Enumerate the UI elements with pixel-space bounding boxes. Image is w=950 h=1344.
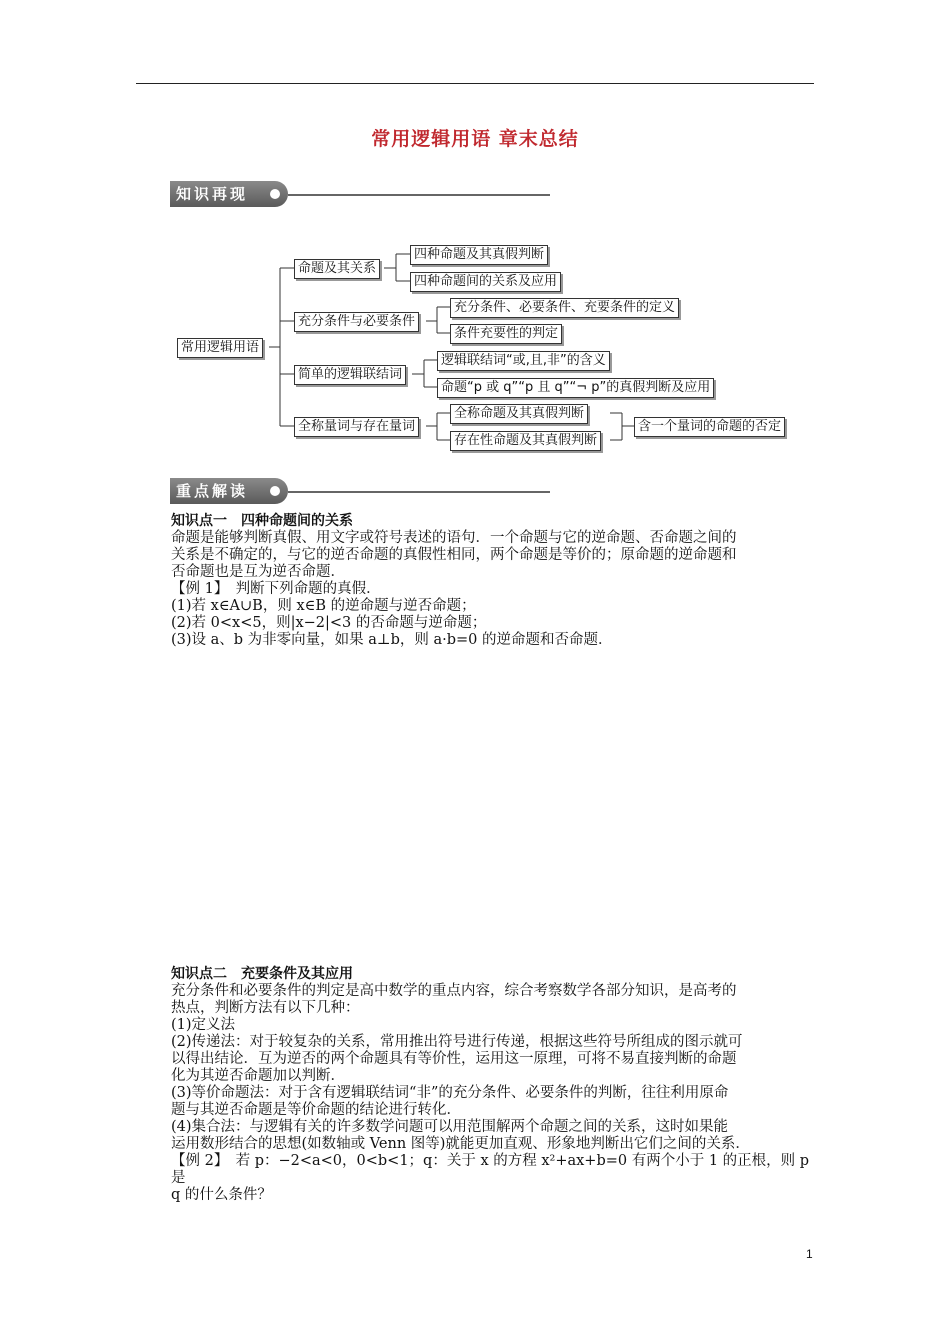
question-line: (3)设 a、b 为非零向量，如果 a⊥b，则 a·b=0 的逆命题和否命题． (171, 632, 613, 648)
paragraph-line: 关系是不确定的，与它的逆否命题的真假性相同，两个命题是等价的；原命题的逆命题和 (171, 547, 737, 563)
example-2-line: q 的什么条件？ (171, 1187, 272, 1203)
mindmap-branch-conditions: 充分条件与必要条件 (294, 312, 419, 332)
paragraph-line: 否命题也是互为逆否命题． (171, 564, 345, 580)
paragraph-line: 以得出结论．互为逆否的两个命题具有等价性，运用这一原理，可将不易直接判断的命题 (171, 1051, 737, 1067)
kp1-heading: 知识点一 四种命题间的关系 (171, 513, 353, 529)
example-2-line: 【例 2】 若 p：−2<a<0，0<b<1；q：关于 x 的方程 x²+ax+b=0 有两个小于 1 的正根，则 p 是 (171, 1153, 810, 1186)
mindmap-leaf: 四种命题间的关系及应用 (410, 272, 561, 292)
mindmap-leaf: 逻辑联结词“或,且,非”的含义 (437, 351, 610, 371)
section-rule (288, 491, 550, 493)
mindmap-branch-propositions: 命题及其关系 (294, 259, 380, 279)
paragraph-line: 热点，判断方法有以下几种： (171, 1000, 360, 1016)
mindmap-leaf: 存在性命题及其真假判断 (450, 431, 601, 451)
bullet-dot-icon (270, 486, 280, 496)
section-label: 知识再现 (170, 181, 288, 207)
mindmap-leaf: 条件充要性的判定 (450, 324, 562, 344)
section-header-key (170, 478, 550, 504)
mindmap-leaf: 四种命题及其真假判断 (410, 245, 548, 265)
question-line: (1)若 x∈A∪B，则 x∈B 的逆命题与逆否命题； (171, 598, 476, 614)
paragraph-line: (2)传递法：对于较复杂的关系，常用推出符号进行传递，根据这些符号所组成的图示就可 (171, 1034, 743, 1050)
page-number: 1 (806, 1247, 813, 1261)
paragraph-line: 题与其逆否命题是等价命题的结论进行转化． (171, 1102, 461, 1118)
section-label: 重点解读 (170, 478, 288, 504)
page-title: 常用逻辑用语 章末总结 (371, 128, 579, 150)
paragraph-line: 命题是能够判断真假、用文字或符号表述的语句．一个命题与它的逆命题、否命题之间的 (171, 530, 737, 546)
knowledge-point-2 (171, 966, 821, 1204)
knowledge-point-1 (171, 513, 821, 649)
paragraph-line: (4)集合法：与逻辑有关的许多数学问题可以用范围解两个命题之间的关系，这时如果能 (171, 1119, 729, 1135)
mindmap-root: 常用逻辑用语 (177, 338, 263, 358)
mindmap-leaf: 全称命题及其真假判断 (450, 404, 588, 424)
mindmap-branch-connectives: 简单的逻辑联结词 (294, 365, 406, 385)
mindmap-branch-quantifiers: 全称量词与存在量词 (294, 417, 419, 437)
paragraph-line: 化为其逆否命题加以判断． (171, 1068, 345, 1084)
paragraph-line: 运用数形结合的思想(如数轴或 Venn 图等)就能更加直观、形象地判断出它们之间的关系． (171, 1136, 750, 1152)
question-line: (2)若 0<x<5，则|x−2|<3 的否命题与逆命题； (171, 615, 487, 631)
paragraph-line: (3)等价命题法：对于含有逻辑联结词“非”的充分条件、必要条件的判断，往往利用原命 (171, 1085, 729, 1101)
example-1-heading: 【例 1】 判断下列命题的真假． (171, 581, 381, 597)
paragraph-line: 充分条件和必要条件的判定是高中数学的重点内容，综合考察数学各部分知识，是高考的 (171, 983, 737, 999)
mindmap-leaf: 含一个量词的命题的否定 (634, 417, 785, 437)
mindmap-leaf: 命题“p 或 q”“p 且 q”“¬ p”的真假判断及应用 (437, 378, 714, 398)
mindmap-leaf: 充分条件、必要条件、充要条件的定义 (450, 298, 679, 318)
kp2-heading: 知识点二 充要条件及其应用 (171, 966, 353, 982)
paragraph-line: (1)定义法 (171, 1017, 236, 1033)
